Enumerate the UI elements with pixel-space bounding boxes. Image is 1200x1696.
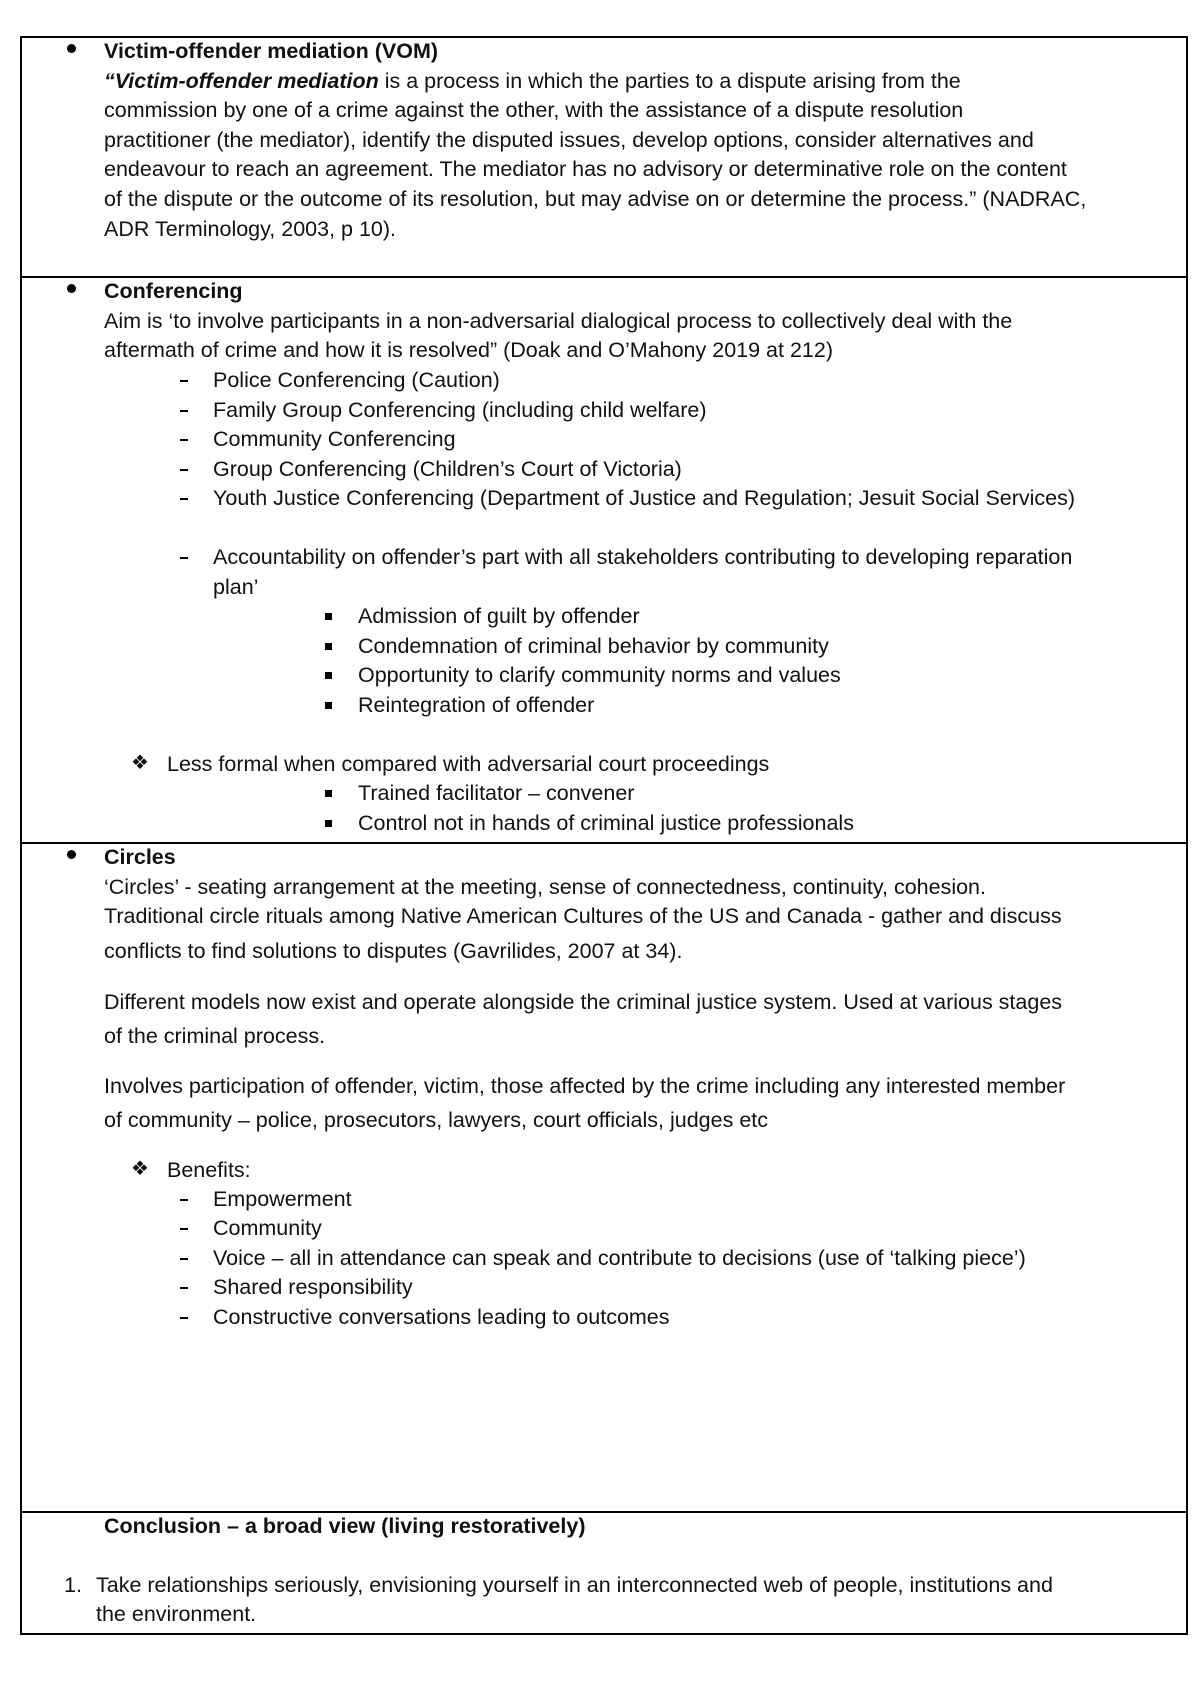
- accountability-point: Reintegration of offender: [358, 693, 595, 717]
- circles-para-line: of community – police, prosecutors, lawyers, court officials, judges etc: [104, 1108, 769, 1132]
- dash-icon: [180, 1228, 188, 1230]
- vom-definition-line: endeavour to reach an agreement. The mediator has no advisory or determinative role on the content: [104, 157, 1067, 181]
- accountability-line: plan’: [213, 575, 259, 599]
- circles-para-line: ‘Circles’ - seating arrangement at the meeting, sense of connectedness, continuity, cohesion.: [104, 875, 986, 899]
- accountability-point: Admission of guilt by offender: [358, 604, 640, 628]
- dash-icon: [180, 410, 188, 412]
- square-bullet-icon: [325, 820, 332, 827]
- diamond-bullet-icon: ❖: [131, 752, 149, 774]
- accountability-point: Opportunity to clarify community norms and values: [358, 663, 841, 687]
- conference-type-item: Police Conferencing (Caution): [213, 368, 500, 392]
- bullet-icon: [67, 284, 76, 293]
- vom-definition-line: ADR Terminology, 2003, p 10).: [104, 217, 396, 241]
- less-formal-item: Less formal when compared with adversarial court proceedings: [167, 752, 770, 776]
- square-bullet-icon: [325, 672, 332, 679]
- bullet-icon: [67, 850, 76, 859]
- circles-para-line: Traditional circle rituals among Native American Cultures of the US and Canada - gather and discuss: [104, 904, 1062, 928]
- dash-icon: [180, 380, 188, 382]
- dash-icon: [180, 1258, 188, 1260]
- dash-icon: [180, 439, 188, 441]
- square-bullet-icon: [325, 790, 332, 797]
- square-bullet-icon: [325, 613, 332, 620]
- benefit-item: Empowerment: [213, 1187, 352, 1211]
- benefit-item: Voice – all in attendance can speak and contribute to decisions (use of ‘talking piece’): [213, 1246, 1026, 1270]
- benefit-item: Constructive conversations leading to outcomes: [213, 1305, 670, 1329]
- square-bullet-icon: [325, 643, 332, 650]
- accountability-point: Condemnation of criminal behavior by community: [358, 634, 829, 658]
- dash-icon: [180, 498, 188, 500]
- benefit-item: Shared responsibility: [213, 1275, 413, 1299]
- benefits-label: Benefits:: [167, 1158, 251, 1182]
- conclusion-heading: Conclusion – a broad view (living restoratively): [104, 1514, 586, 1538]
- dash-icon: [180, 469, 188, 471]
- dash-icon: [180, 557, 188, 559]
- conference-type-item: Community Conferencing: [213, 427, 456, 451]
- dash-icon: [180, 1287, 188, 1289]
- circles-para-line: of the criminal process.: [104, 1024, 326, 1048]
- conference-type-item: Youth Justice Conferencing (Department of Justice and Regulation; Jesuit Social Services): [213, 486, 1076, 510]
- circles-para-line: conflicts to find solutions to disputes (Gavrilides, 2007 at 34).: [104, 939, 683, 963]
- accountability-line: Accountability on offender’s part with all stakeholders contributing to developing reparation: [213, 545, 1073, 569]
- circles-para-line: Involves participation of offender, victim, those affected by the crime including any interested member: [104, 1074, 1066, 1098]
- conferencing-aim-line: Aim is ‘to involve participants in a non-adversarial dialogical process to collectively deal with the: [104, 309, 1013, 333]
- vom-definition-line: practitioner (the mediator), identify the disputed issues, develop options, consider alternatives and: [104, 128, 1034, 152]
- conclusion-item-number: 1.: [64, 1573, 82, 1597]
- dash-icon: [180, 1317, 188, 1319]
- vom-definition-line: commission by one of a crime against the other, with the assistance of a dispute resolution: [104, 98, 964, 122]
- circles-heading: Circles: [104, 845, 176, 869]
- vom-heading: Victim-offender mediation (VOM): [104, 39, 439, 63]
- vom-term: Victim-offender mediation: [114, 69, 379, 93]
- conference-type-item: Group Conferencing (Children’s Court of Victoria): [213, 457, 682, 481]
- vom-definition-line-1: “Victim-offender mediation is a process in which the parties to a dispute arising from the: [104, 69, 961, 93]
- bullet-icon: [67, 44, 76, 53]
- conferencing-aim-line: aftermath of crime and how it is resolved” (Doak and O’Mahony 2019 at 212): [104, 338, 833, 362]
- conference-type-item: Family Group Conferencing (including child welfare): [213, 398, 707, 422]
- less-formal-point: Control not in hands of criminal justice professionals: [358, 811, 854, 835]
- square-bullet-icon: [325, 702, 332, 709]
- vom-definition-line: of the dispute or the outcome of its resolution, but may advise on or determine the process.” (NADRAC,: [104, 187, 1087, 211]
- benefit-item: Community: [213, 1216, 322, 1240]
- diamond-bullet-icon: ❖: [131, 1158, 149, 1180]
- circles-para-line: Different models now exist and operate alongside the criminal justice system. Used at various stages: [104, 990, 1063, 1014]
- dash-icon: [180, 1199, 188, 1201]
- conclusion-item-line: the environment.: [96, 1602, 257, 1626]
- conclusion-item-line: Take relationships seriously, envisioning yourself in an interconnected web of people, institutions and: [96, 1573, 1053, 1597]
- less-formal-point: Trained facilitator – convener: [358, 781, 635, 805]
- conferencing-heading: Conferencing: [104, 279, 243, 303]
